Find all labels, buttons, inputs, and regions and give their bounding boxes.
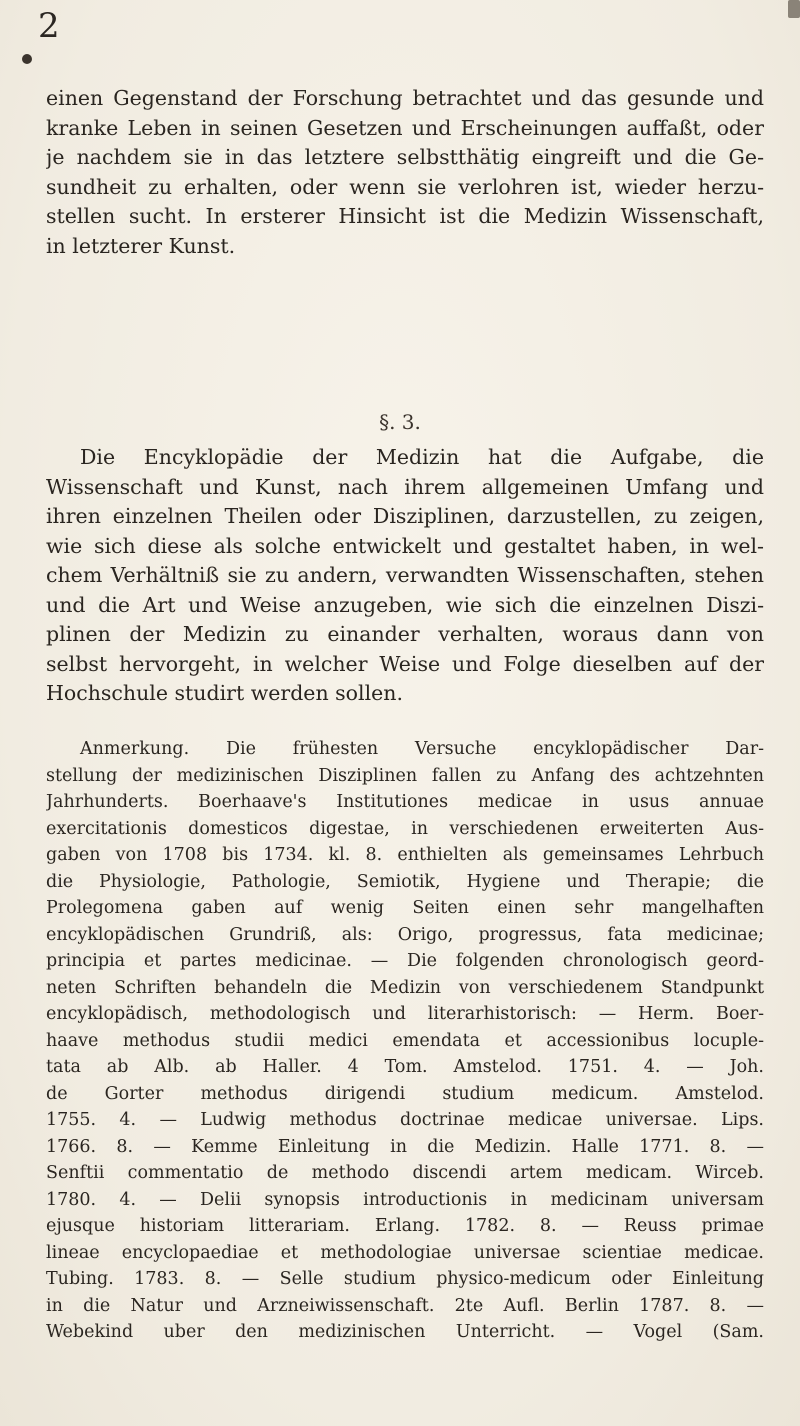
text-line: stellung der medizinischen Disziplinen fallen zu Anfang des achtzehnten	[46, 765, 764, 786]
text-line: wie sich diese als solche entwickelt und gestaltet haben, in wel-	[46, 533, 764, 558]
text-line: encyklopädischen Grundriß, als: Origo, progressus, fata medicinae;	[46, 924, 764, 945]
text-line: 1780. 4. — Delii synopsis introductionis in medicinam universam	[46, 1189, 764, 1210]
text-line: haave methodus studii medici emendata et accessionibus locuple-	[46, 1030, 764, 1051]
printer-mark	[22, 54, 32, 64]
text-line: tata ab Alb. ab Haller. 4 Tom. Amstelod. 1751. 4. — Joh.	[46, 1057, 764, 1077]
text-line: lineae encyclopaediae et methodologiae universae scientiae medicae.	[46, 1242, 764, 1263]
text-line: sundheit zu erhalten, oder wenn sie verlohren ist, wieder herzu-	[46, 174, 764, 199]
annotation-paragraph	[46, 736, 764, 1346]
text-line: 1755. 4. — Ludwig methodus doctrinae medicae universae. Lips.	[46, 1110, 764, 1130]
text-line: chem Verhältniß sie zu andern, verwandten Wissenschaften, stehen	[46, 563, 764, 587]
text-line: Senftii commentatio de methodo discendi artem medicam. Wirceb.	[46, 1163, 764, 1183]
text-line: die Physiologie, Pathologie, Semiotik, Hygiene und Therapie; die	[46, 871, 764, 892]
text-line: exercitationis domesticos digestae, in verschiedenen erweiterten Aus-	[46, 818, 764, 839]
text-line: de Gorter methodus dirigendi studium medicum. Amstelod.	[46, 1083, 764, 1104]
section-heading: §. 3.	[379, 410, 421, 434]
text-line: Hochschule studirt werden sollen.	[46, 681, 403, 705]
text-line: je nachdem sie in das letztere selbstthätig eingreift und die Ge-	[46, 145, 764, 169]
paragraph-2	[46, 443, 764, 709]
text-line: in die Natur und Arzneiwissenschaft. 2te Aufl. Berlin 1787. 8. —	[46, 1295, 764, 1316]
text-line: Webekind uber den medizinischen Unterricht. — Vogel (Sam.	[46, 1322, 764, 1342]
text-line: neten Schriften behandeln die Medizin von verschiedenem Standpunkt	[46, 977, 764, 998]
text-line: Jahrhunderts. Boerhaave's Institutiones medicae in usus annuae	[46, 792, 764, 812]
text-line: ihren einzelnen Theilen oder Disziplinen, darzustellen, zu zeigen,	[46, 504, 764, 528]
text-line: Die Encyklopädie der Medizin hat die Aufgabe, die	[80, 445, 764, 469]
text-line: Wissenschaft und Kunst, nach ihrem allgemeinen Umfang und	[46, 474, 764, 499]
text-line: Tubing. 1783. 8. — Selle studium physico-medicum oder Einleitung	[46, 1269, 764, 1289]
text-line: einen Gegenstand der Forschung betrachtet und das gesunde und	[46, 86, 764, 110]
text-line: Prolegomena gaben auf wenig Seiten einen sehr mangelhaften	[46, 898, 764, 918]
text-line: encyklopädisch, methodologisch und literarhistorisch: — Herm. Boer-	[46, 1004, 764, 1024]
text-line: gaben von 1708 bis 1734. kl. 8. enthielten als gemeinsames Lehrbuch	[46, 845, 764, 865]
text-line: Anmerkung. Die frühesten Versuche encyklopädischer Dar-	[80, 739, 764, 759]
text-line: stellen sucht. In ersterer Hinsicht ist die Medizin Wissenschaft,	[46, 204, 764, 228]
text-line: plinen der Medizin zu einander verhalten, woraus dann von	[46, 622, 764, 646]
text-line: ejusque historiam litterariam. Erlang. 1782. 8. — Reuss primae	[46, 1216, 764, 1236]
text-line: in letzterer Kunst.	[46, 233, 236, 258]
paper-edge-mark	[788, 0, 800, 18]
text-line: selbst hervorgeht, in welcher Weise und Folge dieselben auf der	[46, 651, 764, 676]
page-number: 2	[38, 6, 60, 46]
text-line: kranke Leben in seinen Gesetzen und Erscheinungen auffaßt, oder	[46, 115, 764, 140]
text-line: und die Art und Weise anzugeben, wie sich die einzelnen Diszi-	[46, 592, 764, 617]
text-line: principia et partes medicinae. — Die folgenden chronologisch geord-	[46, 951, 764, 971]
text-line: 1766. 8. — Kemme Einleitung in die Medizin. Halle 1771. 8. —	[46, 1136, 764, 1157]
paragraph-1	[46, 84, 764, 261]
